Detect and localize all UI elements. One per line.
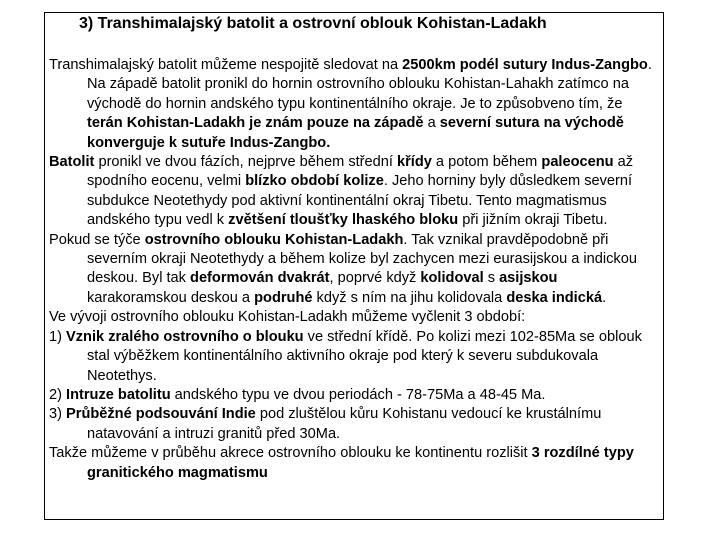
slide-frame [44, 12, 664, 520]
bold-text-run: blízko období kolize [245, 173, 384, 190]
bold-text-run: deformován dvakrát [190, 270, 330, 287]
text-run: 1) [49, 328, 67, 345]
bold-text-run: 2500km podél sutury Indus-Zangbo [402, 57, 648, 73]
bold-text-run: paleocenu [541, 154, 614, 171]
bold-text-run: Batolit [49, 154, 95, 171]
bold-text-run: asijskou [499, 270, 558, 287]
bold-text-run: kolidoval [420, 270, 484, 287]
bold-text-run: severní sutura na východě konverguje k sutuře Indus-Zangbo. [87, 115, 624, 151]
list-item-2 [49, 386, 661, 405]
text-run: . Tak vznikal pravděpodobně při severním okraji Neotethydy a během kolize byl zachycen mezi eurasijskou a indickou deskou. Byl tak [87, 231, 637, 287]
text-run: až spodního eocenu, velmi [87, 154, 634, 190]
text-run: . Na západě batolit pronikl do hornin ostrovního oblouku Kohistan-Lahakh zatímco na východě do hornin andského typu kontinentálního okraje. Je to způsobveno tím, že [87, 57, 652, 112]
list-item-1 [49, 328, 661, 386]
bold-text-run: ostrovního oblouku Kohistan-Ladakh [144, 231, 404, 248]
paragraph-conclusion [49, 444, 661, 483]
text-run: 3) [49, 406, 67, 423]
bold-text-run: křídy [396, 154, 432, 171]
slide-body [49, 56, 661, 483]
text-run: při jižním okraji Tibetu. [458, 212, 608, 229]
text-run: andského typu ve dvou periodách - 78-75Ma a 48-45 Ma. [170, 386, 546, 403]
bold-text-run: Průběžné [66, 406, 132, 423]
text-run: a potom během [431, 154, 542, 171]
paragraph-4 [49, 308, 661, 327]
bold-text-run: podruhé [254, 289, 313, 306]
paragraph-1 [49, 56, 661, 153]
text-run: , poprvé když [329, 270, 421, 287]
bold-text-run: 3 rozdílné typy granitického magmatismu [87, 445, 634, 481]
bold-text-run: zvětšení tloušťky lhaského bloku [228, 212, 459, 229]
text-run: Transhimalajský batolit můžeme nespojitě sledovat na [49, 57, 403, 73]
text-run: 2) [49, 386, 67, 403]
paragraph-3 [49, 231, 661, 309]
text-run: Pokud se týče [49, 231, 145, 248]
bold-text-run: Vznik zralého ostrovního o blouku [66, 328, 304, 345]
bold-text-run: terán Kohistan-Ladakh je znám pouze na západě [87, 115, 424, 132]
bold-text-run: Intruze batolitu [66, 386, 171, 403]
text-run: karakoramskou deskou a [87, 289, 255, 306]
text-run: když s ním na jihu kolidovala [312, 289, 507, 306]
text-run: ve střední křídě. Po kolizi mezi 102-85Ma se oblouk stal výběžkem kontinentálního aktivního okraje pod který k severu subdukovala Neotethys. [87, 328, 642, 384]
text-run: Ve vývoji ostrovního oblouku Kohistan-Ladakh můžeme vyčlenit 3 období: [49, 309, 526, 326]
text-run: pronikl ve dvou fázích, nejprve během střední [94, 154, 397, 171]
text-run: . [602, 289, 607, 306]
text-run: . Jeho horniny byly důsledkem severní subdukce Neotethydy pod aktivní kontinentální okraj Tibetu. Tento magmatismus andského typu vedl k [87, 173, 633, 229]
text-run: s [483, 270, 500, 287]
bold-text-run: deska indická [506, 289, 603, 306]
paragraph-2 [49, 153, 661, 231]
text-run: Takže můžeme v průběhu akrece ostrovního oblouku ke kontinentu rozlišit [49, 445, 532, 462]
list-item-3 [49, 405, 661, 444]
bold-text-run: podsouvání Indie [135, 406, 256, 423]
slide-title: 3) Transhimalajský batolit a ostrovní oblouk Kohistan-Ladakh [79, 15, 547, 32]
text-run: a [423, 115, 440, 132]
text-run: pod zluštělou kůru Kohistanu vedoucí ke krustálnímu natavování a intruzi granitů před 30Ma. [87, 406, 602, 442]
